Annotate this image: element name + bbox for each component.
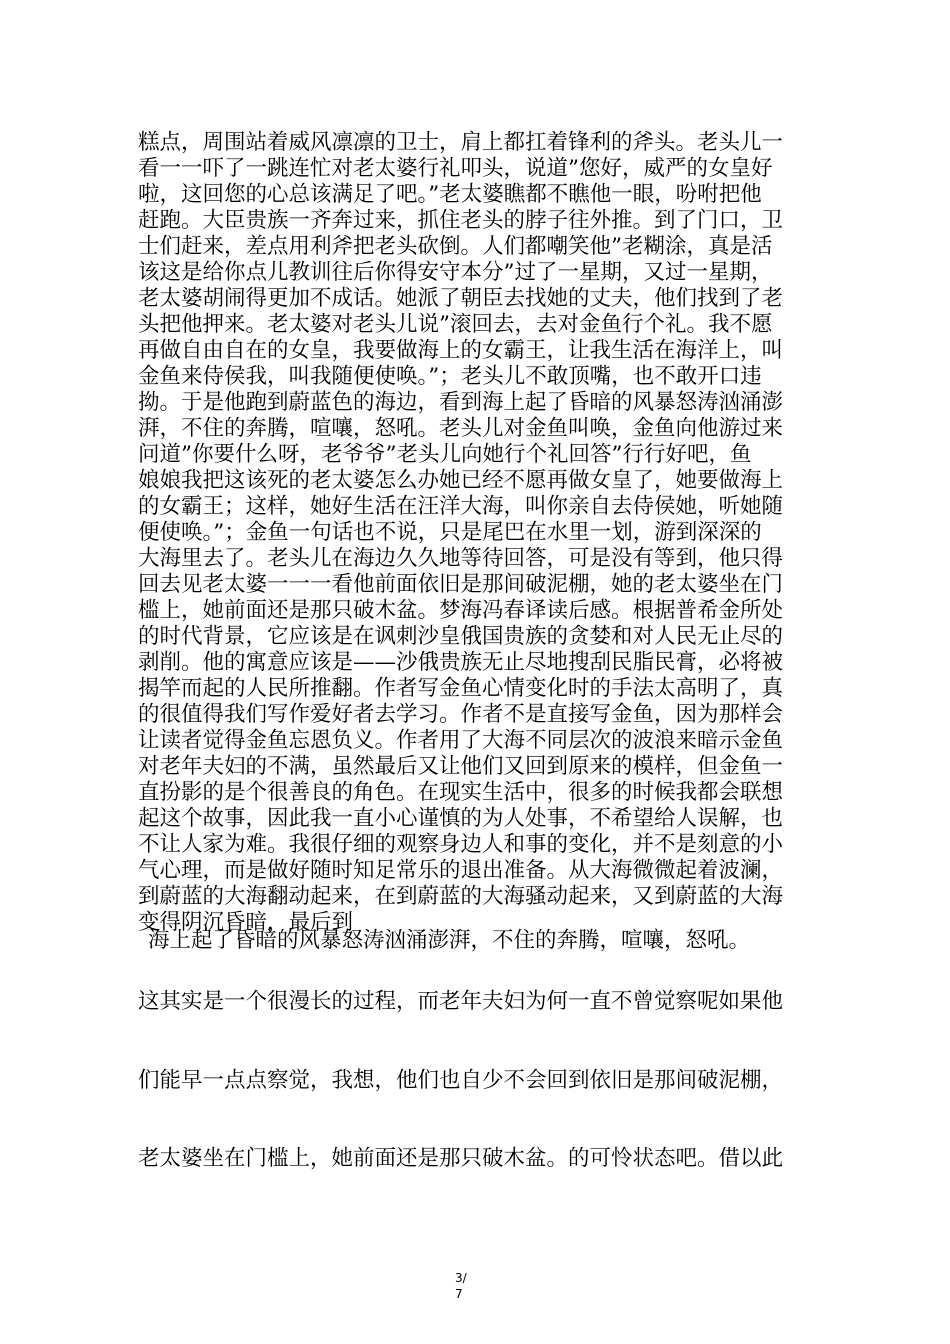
text-line: 问道”你要什么呀，老爷爷”老头儿向她行个礼回答”行行好吧，鱼	[138, 442, 752, 467]
page-number-total: 7	[455, 1287, 463, 1301]
text-line: 赶跑。大臣贵族一齐奔过来，抓住老头的脖子往外推。到了门口，卫	[138, 208, 784, 233]
text-line: 到蔚蓝的大海翻动起来，在到蔚蓝的大海骚动起来，又到蔚蓝的大海	[138, 884, 784, 909]
text-line: 头把他押来。老太婆对老头儿说”滚回去，去对金鱼行个礼。我不愿	[138, 312, 773, 337]
text-line: 啦，这回您的心总该满足了吧。”老太婆瞧都不瞧他一眼，吩咐把他	[138, 182, 762, 207]
spaced-text-line: 们能早一点点察觉，我想，他们也自少不会回到依旧是那间破泥棚，	[138, 1068, 784, 1093]
text-line: 变得阴沉昏暗，最后到	[138, 910, 354, 935]
spaced-text-line: 这其实是一个很漫长的过程，而老年夫妇为何一直不曾觉察呢如果他	[138, 989, 784, 1014]
text-line: 湃，不住的奔腾，喧嚷，怒吼。老头儿对金鱼叫唤，金鱼向他游过来	[138, 416, 784, 441]
text-line: 娘娘我把这该死的老太婆怎么办她已经不愿再做女皇了，她要做海上	[138, 468, 784, 493]
text-line: 起这个故事，因此我一直小心谨慎的为人处事，不希望给人误解，也	[138, 806, 784, 831]
text-line: 大海里去了。老头儿在海边久久地等待回答，可是没有等到，他只得	[138, 546, 784, 571]
spaced-text-line: 老太婆坐在门槛上，她前面还是那只破木盆。的可怜状态吧。借以此	[138, 1146, 784, 1171]
text-line: 便使唤。”；金鱼一句话也不说，只是尾巴在水里一划，游到深深的	[138, 520, 762, 545]
body-paragraph	[138, 130, 828, 936]
text-line: 让读者觉得金鱼忘恩负义。作者用了大海不同层次的波浪来暗示金鱼	[138, 728, 784, 753]
text-line: 回去见老太婆一一一看他前面依旧是那间破泥棚，她的老太婆坐在门	[138, 572, 784, 597]
text-line: 揭竿而起的人民所推翻。作者写金鱼心情变化时的手法太高明了，真	[138, 676, 784, 701]
text-line: 剥削。他的寓意应该是——沙俄贵族无止尽地搜刮民脂民膏，必将被	[138, 650, 784, 675]
text-line: 槛上，她前面还是那只破木盆。梦海冯春译读后感。根据普希金所处	[138, 598, 784, 623]
text-line: 的女霸王；这样，她好生活在汪洋大海，叫你亲自去侍侯她，听她随	[138, 494, 784, 519]
text-line: 的时代背景，它应该是在讽刺沙皇俄国贵族的贪婪和对人民无止尽的	[138, 624, 784, 649]
page-number	[455, 1270, 495, 1302]
text-line: 糕点，周围站着威风凛凛的卫士，肩上都扛着锋利的斧头。老头儿一	[138, 130, 784, 155]
indented-text-line: 海上起了昏暗的风暴怒涛汹涌澎湃，不住的奔腾，喧嚷，怒吼。	[148, 928, 751, 953]
text-line: 金鱼来侍侯我，叫我随便使唤。”；老头儿不敢顶嘴，也不敢开口违	[138, 364, 762, 389]
text-line: 直扮影的是个很善良的角色。在现实生活中，很多的时候我都会联想	[138, 780, 784, 805]
text-line: 对老年夫妇的不满，虽然最后又让他们又回到原来的模样，但金鱼一	[138, 754, 784, 779]
text-line: 老太婆胡闹得更加不成话。她派了朝臣去找她的丈夫，他们找到了老	[138, 286, 784, 311]
text-line: 拗。于是他跑到蔚蓝色的海边，看到海上起了昏暗的风暴怒涛汹涌澎	[138, 390, 784, 415]
text-line: 气心理，而是做好随时知足常乐的退出准备。从大海微微起着波澜，	[138, 858, 784, 883]
text-line: 士们赶来，差点用利斧把老头砍倒。人们都嘲笑他”老糊涂，真是活	[138, 234, 773, 259]
text-line: 的很值得我们写作爱好者去学习。作者不是直接写金鱼，因为那样会	[138, 702, 784, 727]
page-number-current: 3/	[455, 1271, 467, 1285]
text-line: 看一一吓了一跳连忙对老太婆行礼叩头，说道”您好，威严的女皇好	[138, 156, 773, 181]
text-line: 该这是给你点儿教训往后你得安守本分”过了一星期，又过一星期，	[138, 260, 773, 285]
text-line: 不让人家为难。我很仔细的观察身边人和事的变化，并不是刻意的小	[138, 832, 784, 857]
text-line: 再做自由自在的女皇，我要做海上的女霸王，让我生活在海洋上，叫	[138, 338, 784, 363]
